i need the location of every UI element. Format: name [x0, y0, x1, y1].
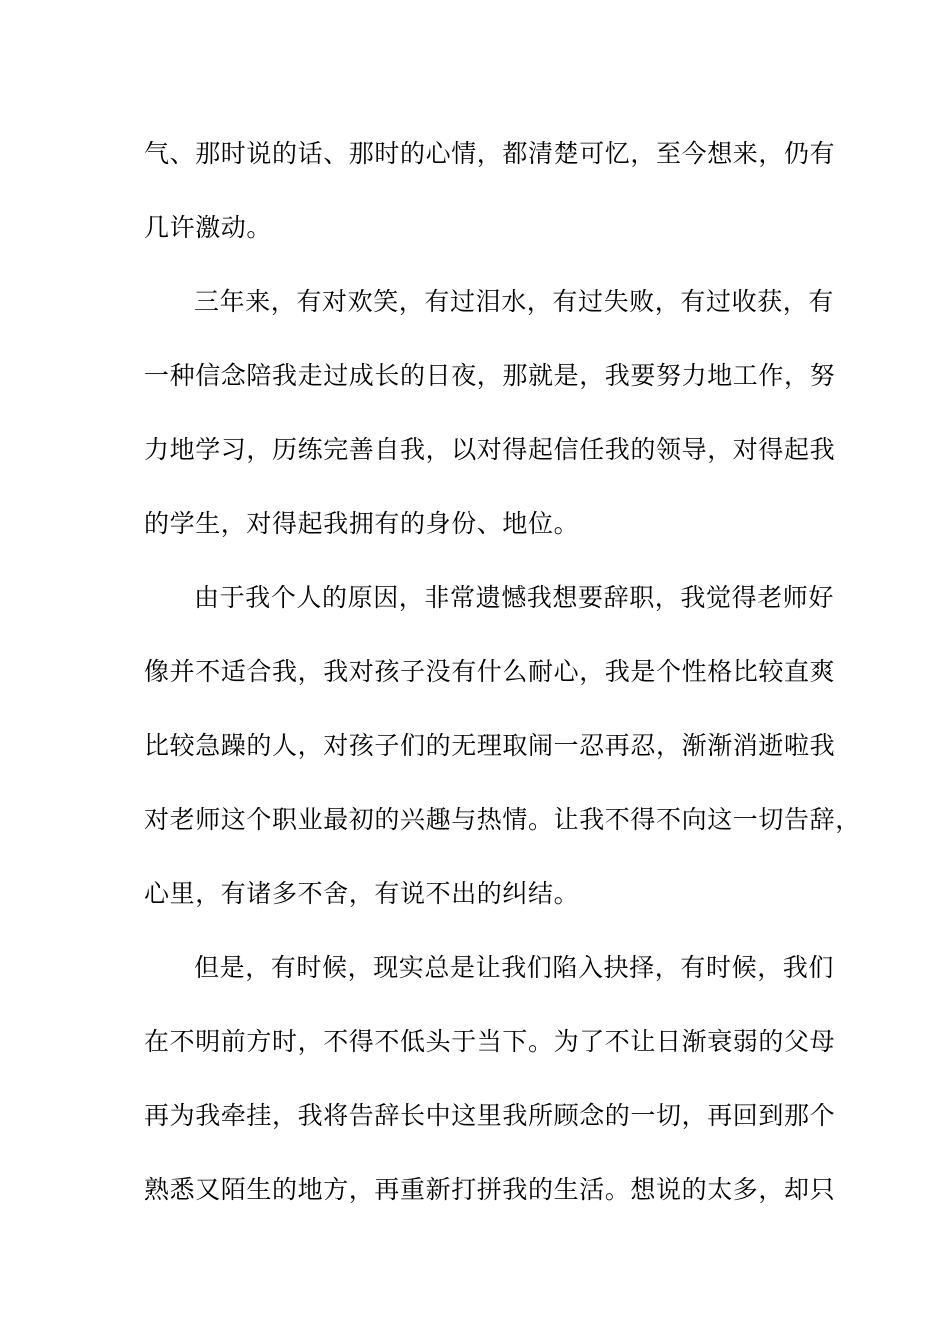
- text-line: 熟悉又陌生的地方，再重新打拼我的生活。想说的太多，却只: [144, 1175, 836, 1204]
- text-line: 对老师这个职业最初的兴趣与热情。让我不得不向这一切告辞，: [144, 805, 861, 834]
- text-line: 一种信念陪我走过成长的日夜，那就是，我要努力地工作，努: [144, 361, 836, 390]
- paragraph-first-line: 由于我个人的原因，非常遗憾我想要辞职，我觉得老师好: [194, 583, 835, 612]
- paragraph-first-line: 但是，有时候，现实总是让我们陷入抉择，有时候，我们: [194, 953, 835, 982]
- text-line: 力地学习，历练完善自我，以对得起信任我的领导，对得起我: [144, 435, 836, 464]
- text-line: 比较急躁的人，对孩子们的无理取闹一忍再忍，渐渐消逝啦我: [144, 731, 836, 760]
- paragraph-first-line: 三年来，有对欢笑，有过泪水，有过失败，有过收获，有: [194, 287, 835, 316]
- text-line: 再为我牵挂，我将告辞长中这里我所顾念的一切，再回到那个: [144, 1101, 836, 1130]
- text-line: 几许激动。: [144, 213, 273, 242]
- text-line: 的学生，对得起我拥有的身份、地位。: [144, 509, 580, 538]
- text-line: 在不明前方时，不得不低头于当下。为了不让日渐衰弱的父母: [144, 1027, 836, 1056]
- text-line: 心里，有诸多不舍，有说不出的纠结。: [144, 879, 580, 908]
- text-line: 像并不适合我，我对孩子没有什么耐心，我是个性格比较直爽: [144, 657, 836, 686]
- text-line: 气、那时说的话、那时的心情，都清楚可忆，至今想来，仍有: [144, 139, 836, 168]
